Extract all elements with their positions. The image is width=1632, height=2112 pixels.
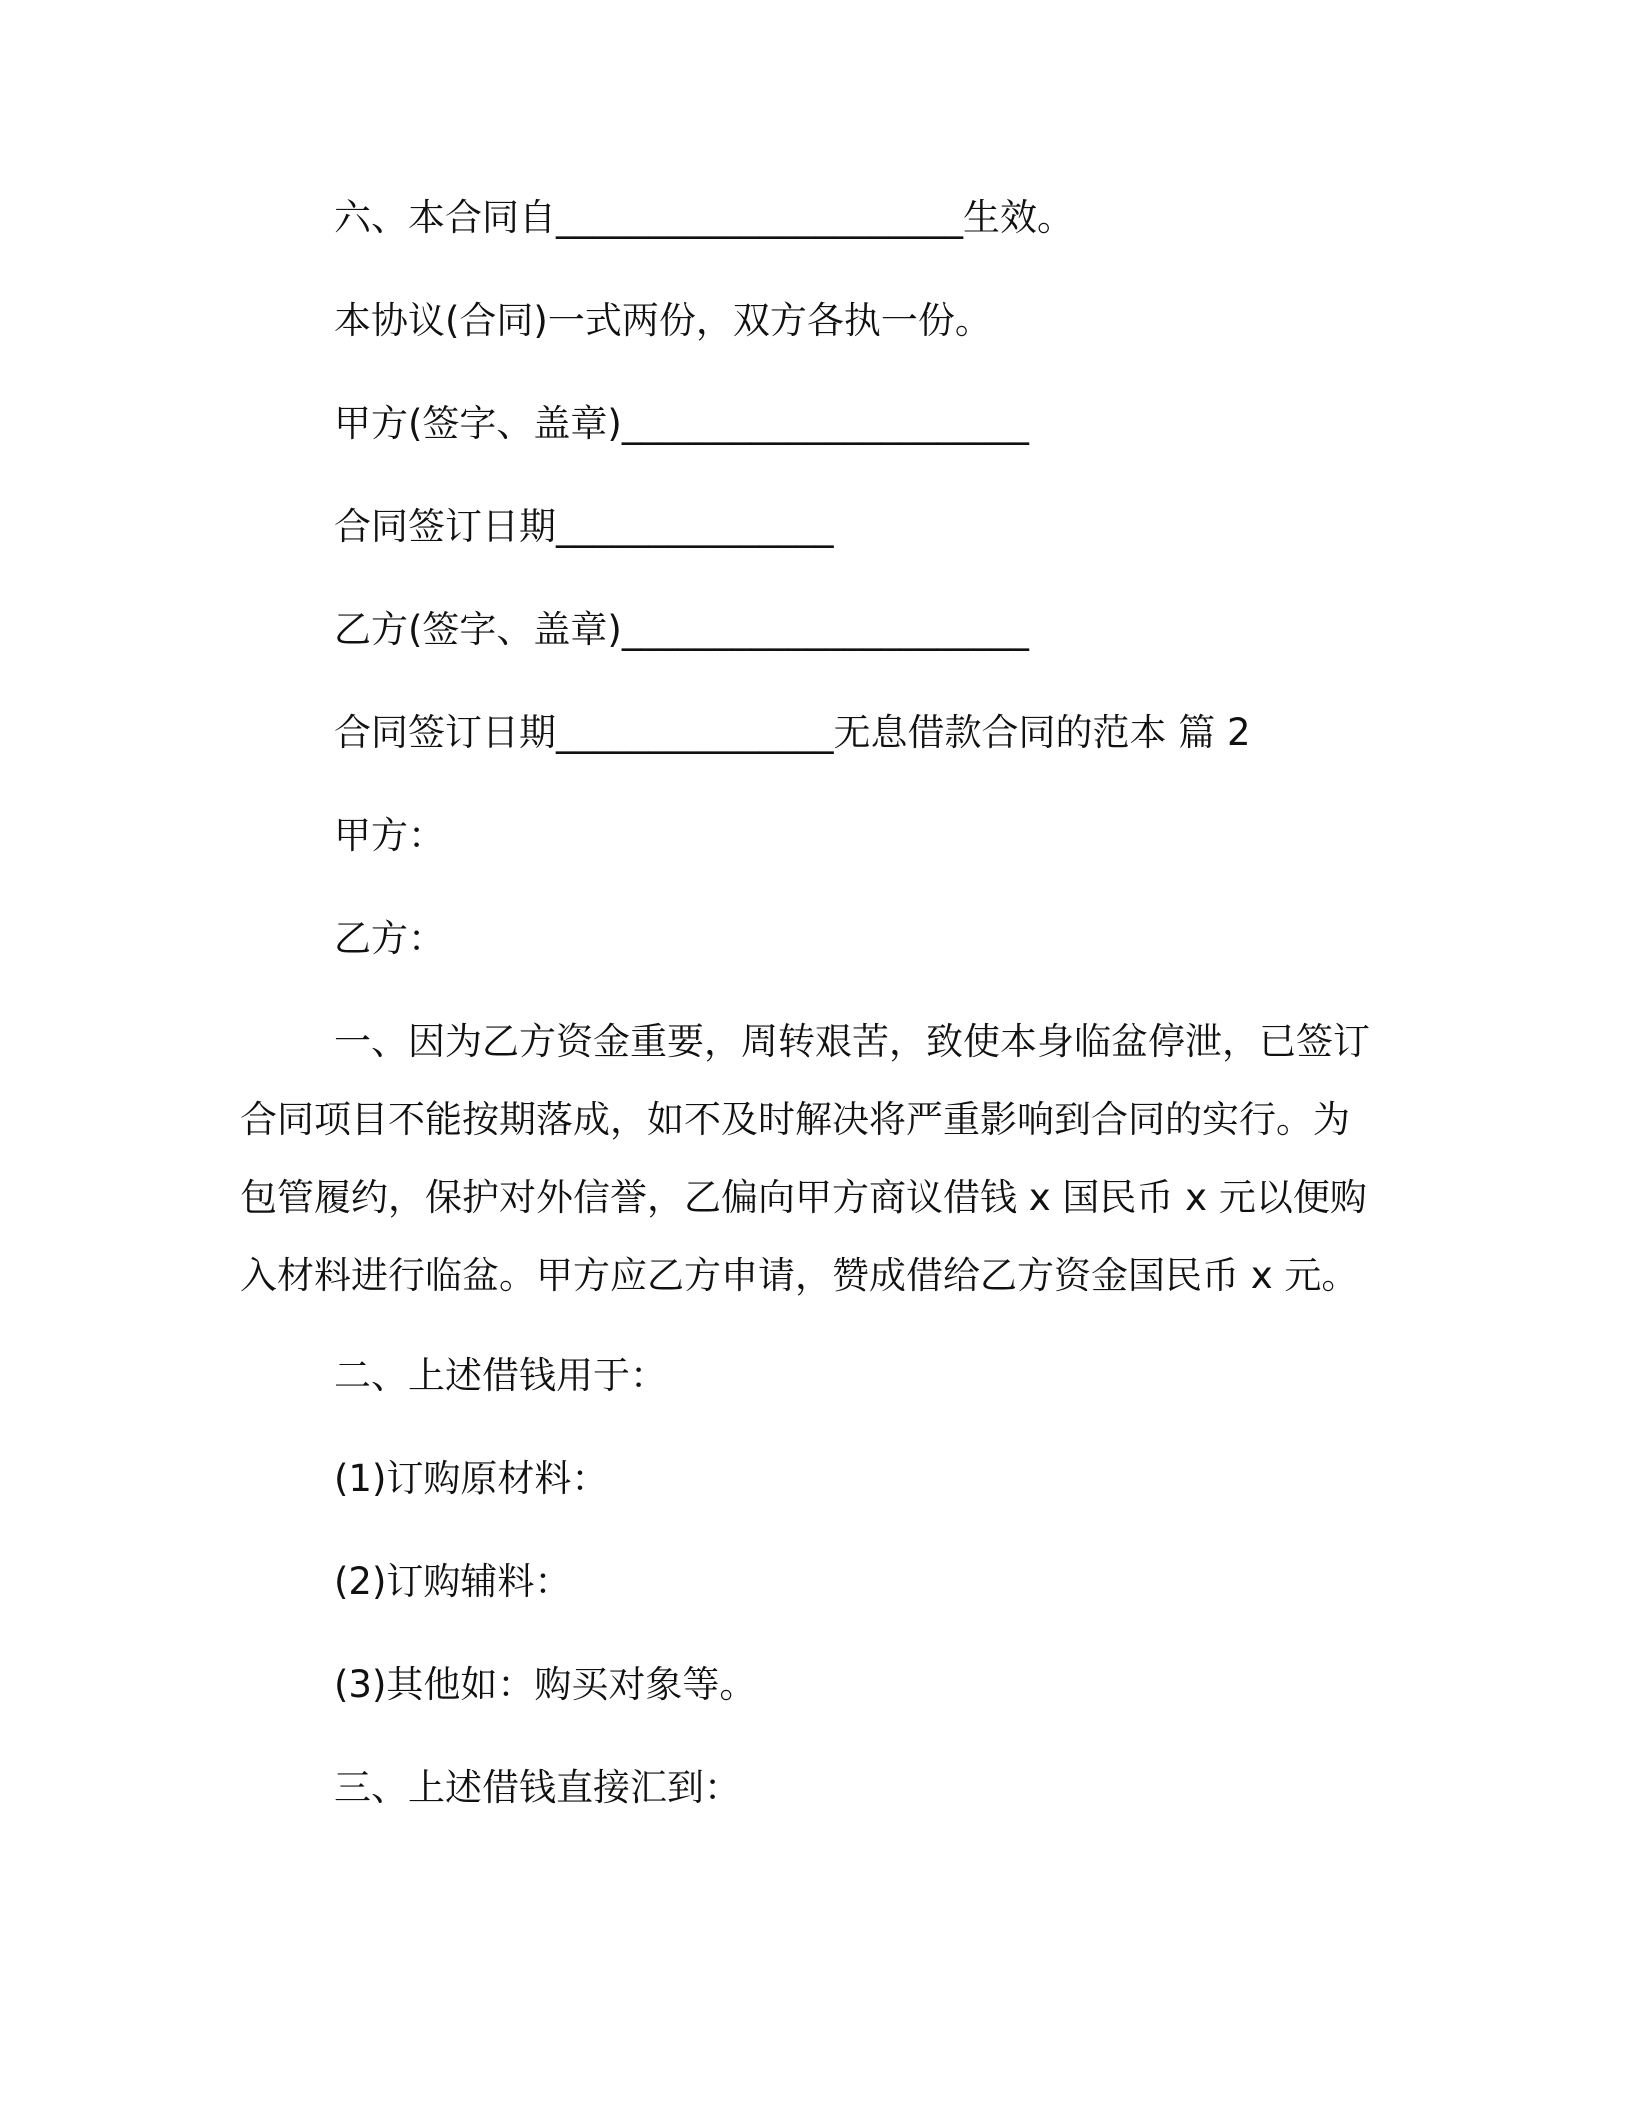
clause-6-effective-date: 六、本合同自______________________生效。: [334, 196, 1074, 239]
paragraph-line: 合同项目不能按期落成，如不及时解决将严重影响到合同的实行。为: [240, 1098, 1350, 1141]
signing-date-line-1: 合同签订日期_______________: [334, 505, 834, 548]
party-a-label: 甲方：: [334, 814, 445, 857]
clause-1-paragraph: [240, 1003, 1400, 1315]
party-b-label: 乙方：: [334, 917, 445, 960]
party-a-signature-line: 甲方(签字、盖章)______________________: [334, 402, 1029, 445]
paragraph-line: 包管履约，保护对外信誉，乙偏向甲方商议借钱 x 国民币 x 元以便购: [240, 1176, 1367, 1219]
item-3-other: (3)其他如：购买对象等。: [334, 1663, 757, 1706]
item-2-auxiliary-materials: (2)订购辅料：: [334, 1560, 572, 1603]
paragraph-line: 入材料进行临盆。甲方应乙方申请，赞成借给乙方资金国民币 x 元。: [240, 1254, 1359, 1297]
party-b-signature-line: 乙方(签字、盖章)______________________: [334, 608, 1029, 651]
copies-statement: 本协议(合同)一式两份，双方各执一份。: [334, 299, 992, 342]
clause-2-heading: 二、上述借钱用于：: [334, 1354, 667, 1397]
item-1-raw-materials: (1)订购原材料：: [334, 1457, 609, 1500]
clause-3-heading: 三、上述借钱直接汇到：: [334, 1766, 741, 1809]
paragraph-line: 一、因为乙方资金重要，周转艰苦，致使本身临盆停泄，已签订: [334, 1020, 1370, 1063]
signing-date-line-2-with-heading: 合同签订日期_______________无息借款合同的范本 篇 2: [334, 711, 1251, 754]
